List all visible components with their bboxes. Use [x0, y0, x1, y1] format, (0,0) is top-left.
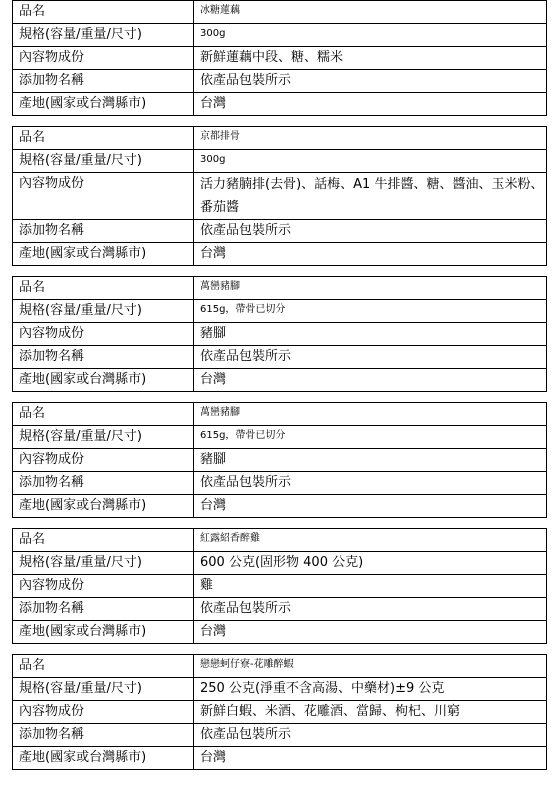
table-row — [13, 449, 547, 472]
name-label: 品名 — [13, 529, 194, 552]
origin-label: 產地(國家或台灣縣市) — [13, 243, 194, 266]
product-name: 紅露紹香醉雞 — [194, 529, 547, 552]
spec-label: 規格(容量/重量/尺寸) — [13, 24, 194, 47]
origin-label: 產地(國家或台灣縣市) — [13, 747, 194, 770]
spec-label: 規格(容量/重量/尺寸) — [13, 426, 194, 449]
ingredients-label: 內容物成份 — [13, 575, 194, 598]
product-origin: 台灣 — [194, 621, 547, 644]
name-label: 品名 — [13, 403, 194, 426]
product-ingredients: 活力豬腩排(去骨)、話梅、A1 牛排醬、糖、醬油、玉米粉、番茄醬 — [194, 173, 547, 220]
origin-label: 產地(國家或台灣縣市) — [13, 621, 194, 644]
product-spec: 250 公克(淨重不含高湯、中藥材)±9 公克 — [194, 678, 547, 701]
spec-label: 規格(容量/重量/尺寸) — [13, 552, 194, 575]
ingredients-label: 內容物成份 — [13, 173, 194, 220]
table-row — [13, 369, 547, 392]
product-name: 萬巒豬腳 — [194, 403, 547, 426]
product-origin: 台灣 — [194, 243, 547, 266]
table-row — [13, 346, 547, 369]
product-additives: 依產品包裝所示 — [194, 346, 547, 369]
table-row — [13, 529, 547, 552]
table-row — [13, 426, 547, 449]
name-label: 品名 — [13, 127, 194, 150]
table-row — [13, 598, 547, 621]
table-row — [13, 621, 547, 644]
product-spec: 615g，帶骨已切分 — [194, 426, 547, 449]
table-row — [13, 220, 547, 243]
product-name: 京都排骨 — [194, 127, 547, 150]
product-ingredients: 豬腳 — [194, 449, 547, 472]
product-origin: 台灣 — [194, 495, 547, 518]
table-row — [13, 678, 547, 701]
table-row — [13, 150, 547, 173]
spec-label: 規格(容量/重量/尺寸) — [13, 300, 194, 323]
additives-label: 添加物名稱 — [13, 472, 194, 495]
product-table — [12, 654, 547, 770]
table-row — [13, 24, 547, 47]
product-table — [12, 402, 547, 518]
table-row — [13, 747, 547, 770]
product-additives: 依產品包裝所示 — [194, 472, 547, 495]
product-additives: 依產品包裝所示 — [194, 220, 547, 243]
name-label: 品名 — [13, 655, 194, 678]
ingredients-label: 內容物成份 — [13, 47, 194, 70]
table-row — [13, 300, 547, 323]
additives-label: 添加物名稱 — [13, 346, 194, 369]
product-additives: 依產品包裝所示 — [194, 724, 547, 747]
ingredients-label: 內容物成份 — [13, 449, 194, 472]
product-additives: 依產品包裝所示 — [194, 70, 547, 93]
product-spec: 600 公克(固形物 400 公克) — [194, 552, 547, 575]
product-name: 冰糖蓮藕 — [194, 1, 547, 24]
product-spec: 300g — [194, 150, 547, 173]
table-row — [13, 701, 547, 724]
table-row — [13, 70, 547, 93]
product-table — [12, 528, 547, 644]
product-table — [12, 276, 547, 392]
product-spec: 615g，帶骨已切分 — [194, 300, 547, 323]
name-label: 品名 — [13, 277, 194, 300]
product-ingredients: 新鮮白蝦、米酒、花雕酒、當歸、枸杞、川窮 — [194, 701, 547, 724]
product-table — [12, 0, 547, 116]
table-row — [13, 93, 547, 116]
table-row — [13, 127, 547, 150]
table-row — [13, 323, 547, 346]
table-row — [13, 495, 547, 518]
origin-label: 產地(國家或台灣縣市) — [13, 495, 194, 518]
table-row — [13, 655, 547, 678]
additives-label: 添加物名稱 — [13, 70, 194, 93]
table-row — [13, 243, 547, 266]
product-ingredients: 豬腳 — [194, 323, 547, 346]
product-table — [12, 126, 547, 266]
table-row — [13, 724, 547, 747]
product-ingredients: 新鮮蓮藕中段、糖、糯米 — [194, 47, 547, 70]
ingredients-label: 內容物成份 — [13, 701, 194, 724]
additives-label: 添加物名稱 — [13, 724, 194, 747]
table-row — [13, 1, 547, 24]
product-spec: 300g — [194, 24, 547, 47]
table-row — [13, 277, 547, 300]
table-row — [13, 403, 547, 426]
product-name: 戀戀蚵仔寮-花雕醉蝦 — [194, 655, 547, 678]
origin-label: 產地(國家或台灣縣市) — [13, 369, 194, 392]
product-origin: 台灣 — [194, 369, 547, 392]
product-additives: 依產品包裝所示 — [194, 598, 547, 621]
table-row — [13, 472, 547, 495]
spec-label: 規格(容量/重量/尺寸) — [13, 150, 194, 173]
origin-label: 產地(國家或台灣縣市) — [13, 93, 194, 116]
table-row — [13, 552, 547, 575]
additives-label: 添加物名稱 — [13, 220, 194, 243]
product-spec-document — [12, 0, 547, 780]
spec-label: 規格(容量/重量/尺寸) — [13, 678, 194, 701]
product-name: 萬巒豬腳 — [194, 277, 547, 300]
product-origin: 台灣 — [194, 747, 547, 770]
table-row — [13, 173, 547, 220]
table-row — [13, 47, 547, 70]
ingredients-label: 內容物成份 — [13, 323, 194, 346]
product-origin: 台灣 — [194, 93, 547, 116]
name-label: 品名 — [13, 1, 194, 24]
product-ingredients: 雞 — [194, 575, 547, 598]
additives-label: 添加物名稱 — [13, 598, 194, 621]
table-row — [13, 575, 547, 598]
